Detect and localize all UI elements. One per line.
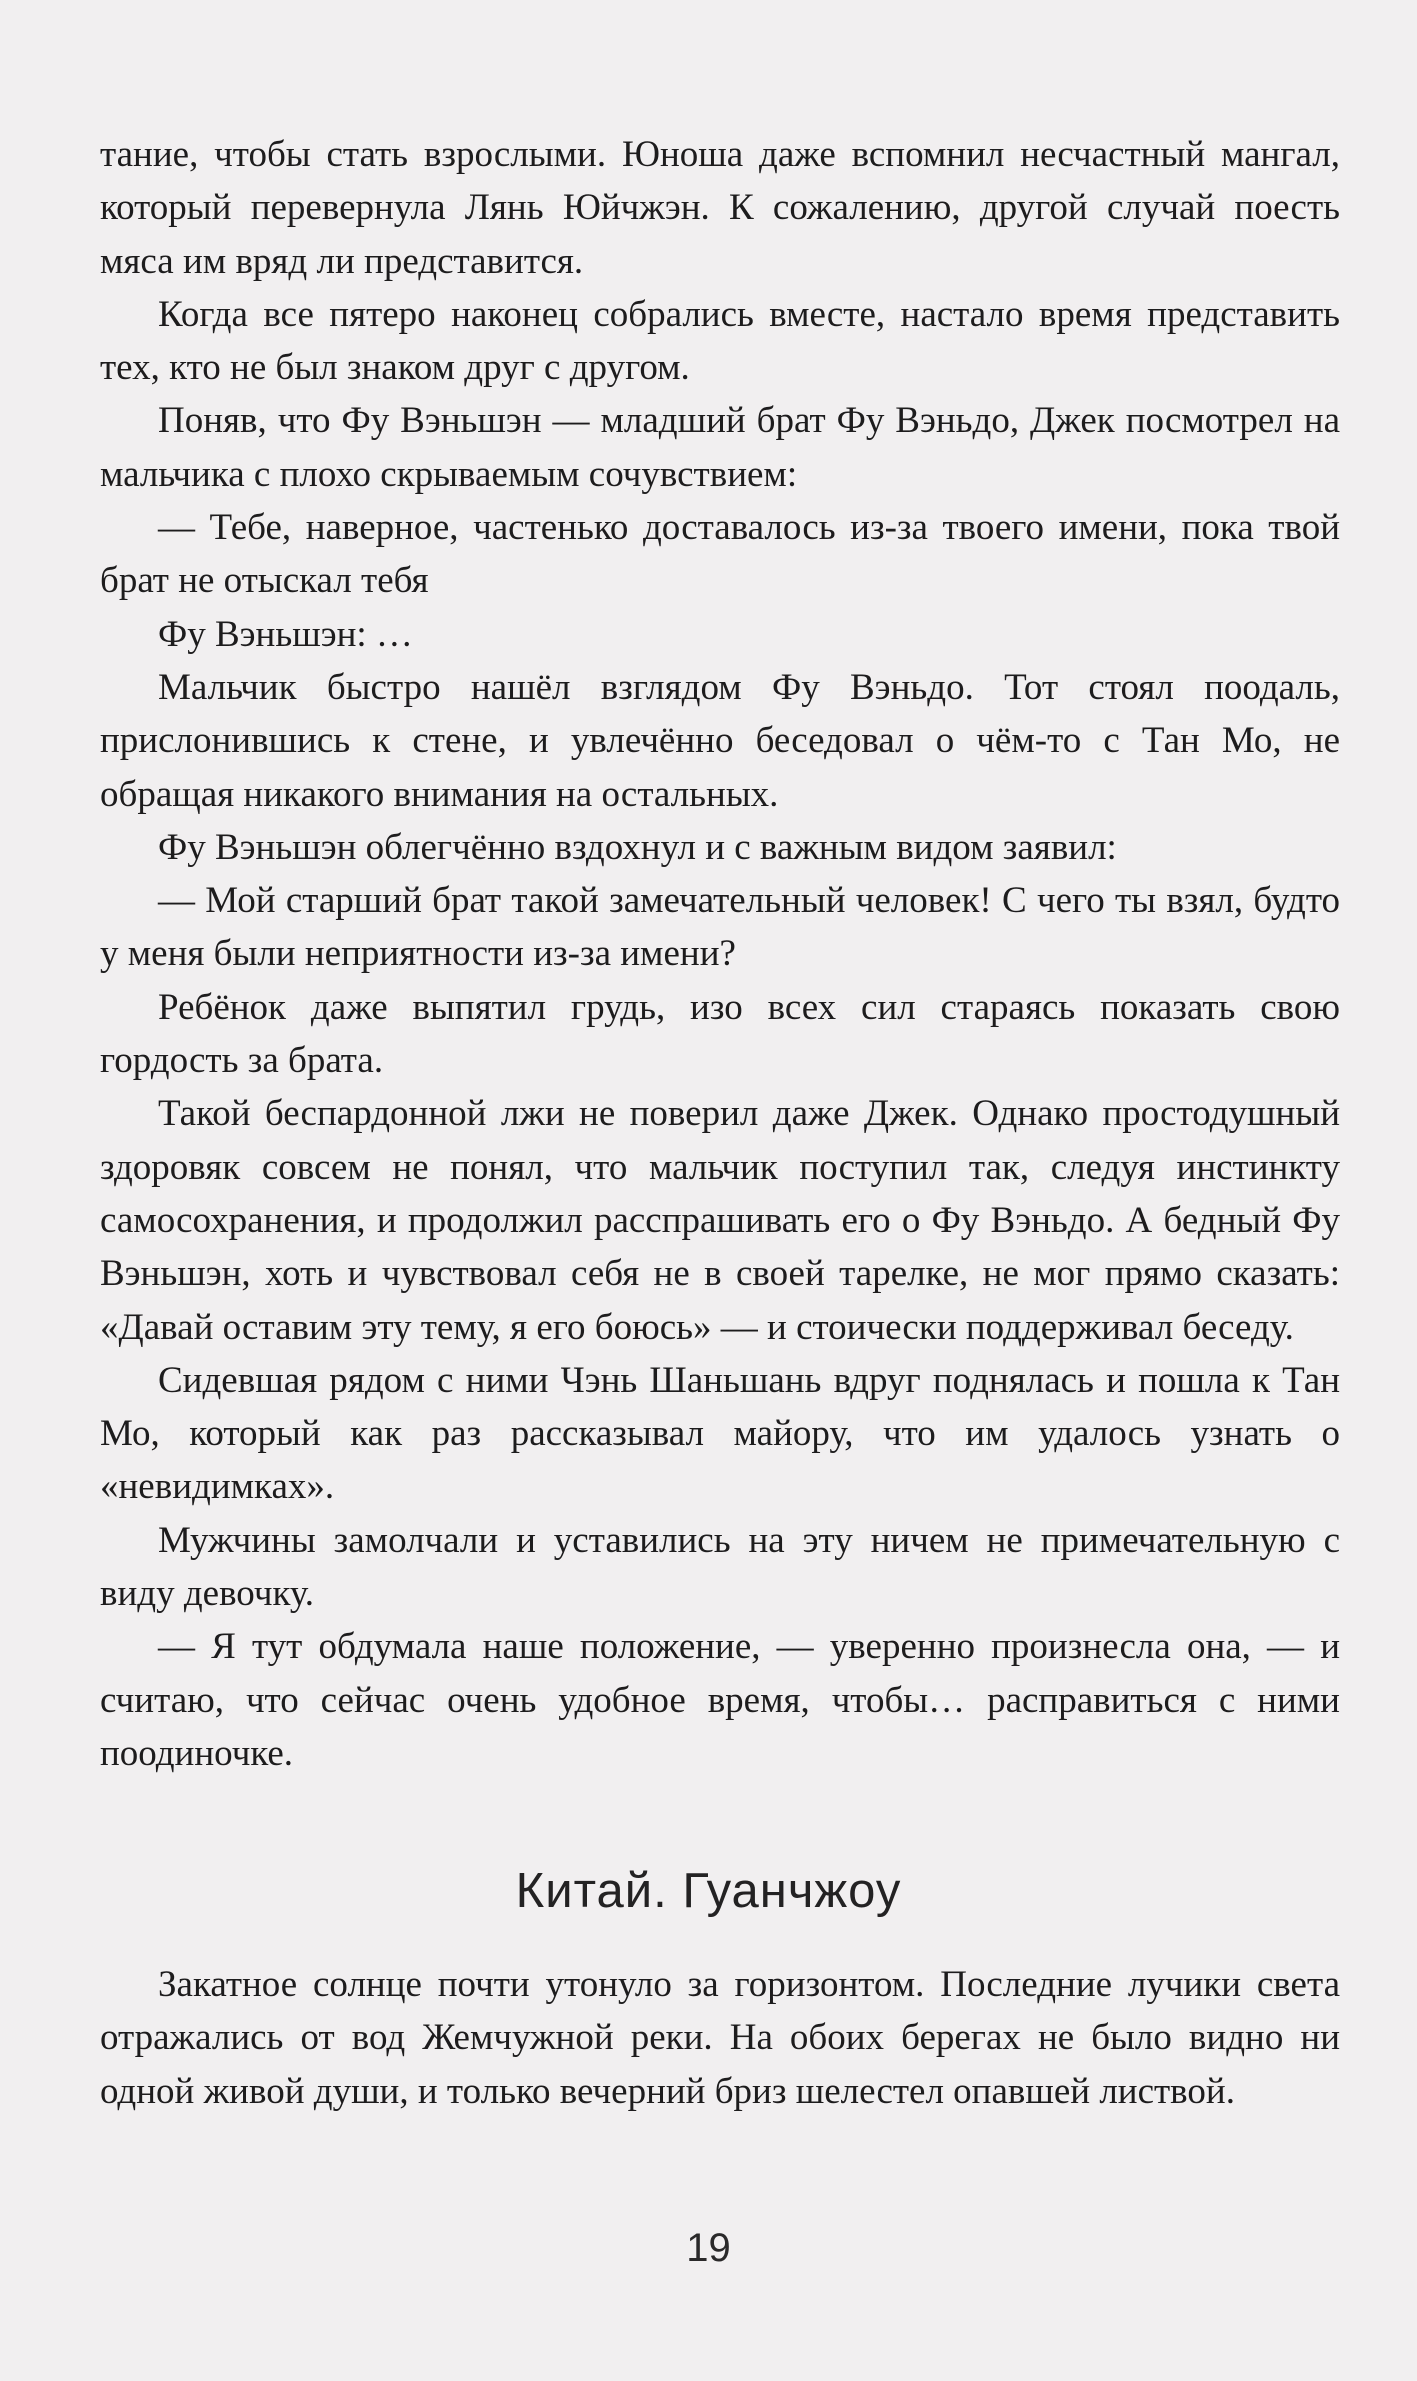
- section-body-text: [100, 1958, 1340, 2118]
- paragraph: Такой беспардонной лжи не поверил даже Джек. Однако простодушный здоровяк совсем не понял, что мальчик поступил так, следуя инстинкту самосохранения, и продолжил расспрашивать его о Фу Вэньдо. А бедный Фу Вэньшэн, хоть и чувствовал себя не в своей тарелке, не мог прямо сказать: «Давай оставим эту тему, я его боюсь» — и стоически поддерживал беседу.: [100, 1093, 1340, 1348]
- paragraph: Закатное солнце почти утонуло за горизонтом. Последние лучики света отражались от вод Жемчужной реки. На обоих берегах не было видно ни одной живой души, и только вечерний бриз шелестел опавшей листвой.: [100, 1964, 1340, 2112]
- paragraph: — Я тут обдумала наше положение, — уверенно произнесла она, — и считаю, что сейчас очень удобное время, чтобы… расправиться с ними поодиночке.: [100, 1626, 1340, 1774]
- paragraph: Фу Вэньшэн: …: [158, 613, 413, 655]
- paragraph: Фу Вэньшэн облегчённо вздохнул и с важным видом заявил:: [158, 826, 1117, 868]
- paragraph: — Тебе, наверное, частенько доставалось из-за твоего имени, пока твой брат не отыскал тебя: [100, 507, 1340, 602]
- paragraph: тание, чтобы стать взрослыми. Юноша даже вспомнил несчастный мангал, который перевернула Лянь Юйчжэн. К сожалению, другой случай поесть мяса им вряд ли представится.: [100, 134, 1340, 282]
- paragraph: Сидевшая рядом с ними Чэнь Шаньшань вдруг поднялась и пошла к Тан Мо, который как раз рассказывал майору, что им удалось узнать о «невидимках».: [100, 1359, 1340, 1508]
- paragraph: — Мой старший брат такой замечательный человек! С чего ты взял, будто у меня были неприятности из-за имени?: [100, 880, 1340, 975]
- paragraph: Мужчины замолчали и уставились на эту ничем не примечательную с виду девочку.: [100, 1519, 1340, 1615]
- paragraph: Поняв, что Фу Вэньшэн — младший брат Фу Вэньдо, Джек посмотрел на мальчика с плохо скрываемым сочувствием:: [100, 400, 1340, 495]
- section-heading: Китай. Гуанчжоу: [515, 1864, 902, 1918]
- paragraph: Ребёнок даже выпятил грудь, изо всех сил стараясь показать свою гордость за брата.: [100, 986, 1340, 1082]
- page-number: 19: [686, 2226, 731, 2270]
- paragraph: Когда все пятеро наконец собрались вместе, настало время представить тех, кто не был знаком друг с другом.: [100, 293, 1340, 389]
- body-text: [100, 128, 1340, 1780]
- paragraph: Мальчик быстро нашёл взглядом Фу Вэньдо. Тот стоял поодаль, прислонившись к стене, и увлечённо беседовал о чём-то с Тан Мо, не обращая никакого внимания на остальных.: [100, 666, 1340, 815]
